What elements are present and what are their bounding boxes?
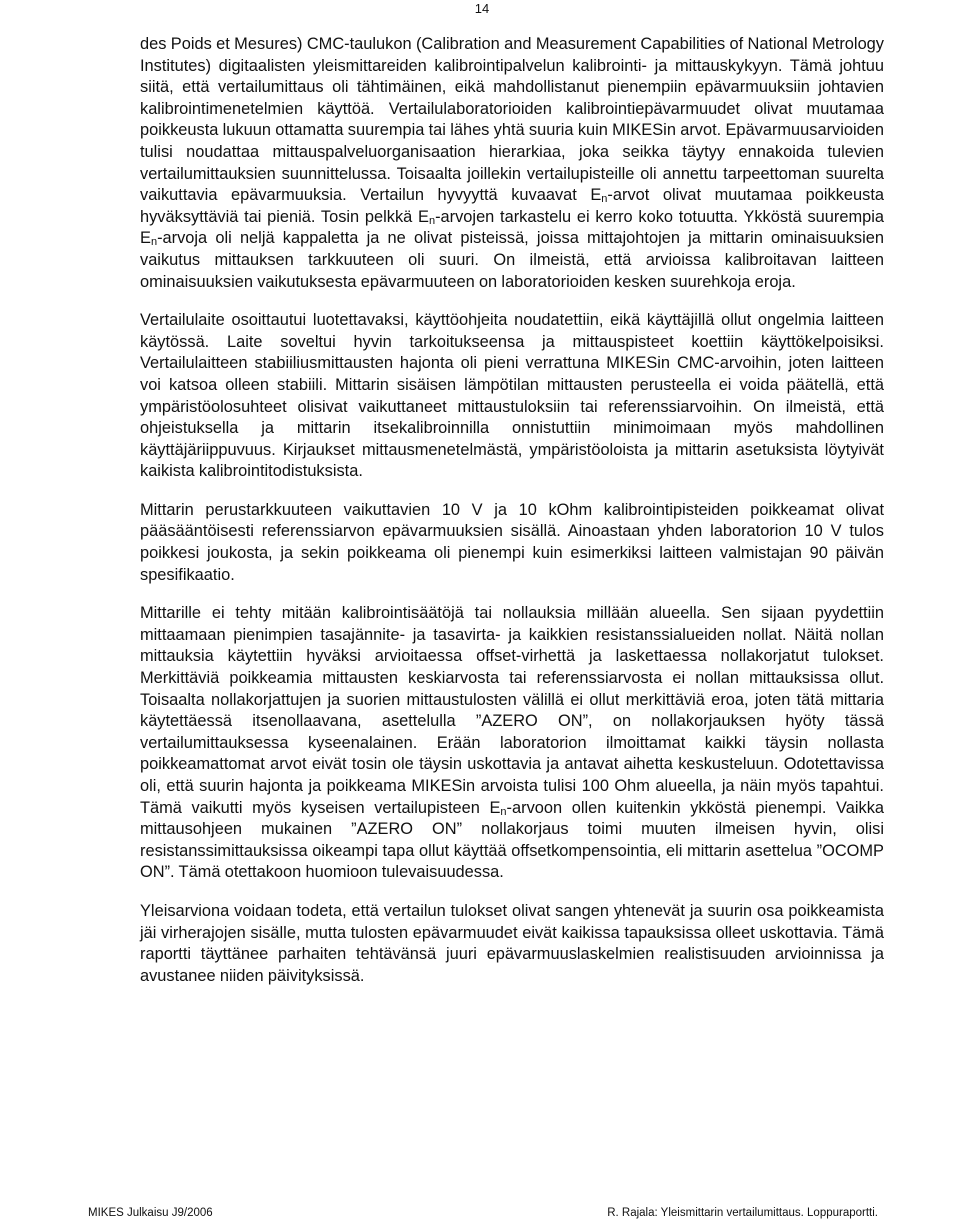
footer-report-title: R. Rajala: Yleismittarin vertailumittaus. Loppuraportti. [607,1207,878,1219]
body-text [140,34,884,1004]
page-footer [88,1207,878,1219]
paragraph-5: Yleisarviona voidaan todeta, että vertailun tulokset olivat sangen yhtenevät ja suurin osa poikkeamista jäi virherajojen sisälle, mutta tulosten epävarmuudet eivät kaikissa tapauksissa olleet uskottavia. Tämä raportti täyttänee parhaiten tehtävänsä juuri epävarmuuslaskelmien realistisuuden arvioinnissa ja avustanee niiden päivityksissä. [140,901,884,985]
paragraph-1: des Poids et Mesures) CMC-taulukon (Calibration and Measurement Capabilities of National Metrology Institutes) digitaalisten yleismittareiden kalibrointipalvelun kalibrointi- ja mittauskykyyn. Tämä johtuu siitä, että vertailumittaus oli tähtimäinen, eikä mahdollistanut pienempiin epävarmuuksiin johtavien kalibrointimenetelmien käyttöä. Vertailulaboratorioiden kalibrointiepävarmuudet olivat muutamaa poikkeusta lukuun ottamatta suurempia tai lähes yhtä suuria kuin MIKESin arvot. Epävarmuusarvioiden tulisi noudattaa mittauspalveluorganisaation hierarkiaa, joka seikka täytyy ennakoida tulevien vertailumittauksien suunnittelussa. Toisaalta joillekin vertailupisteille oli annettu tarpeettoman suurelta vaikuttavia epävarmuuksia. Vertailun hyvyyttä kuvaavat $E_n$-arvot olivat muutamaa poikkeusta hyväksyttäviä tai pieniä. Tosin pelkkä $E_n$-arvojen tarkastelu ei kerro koko totuutta. Ykköstä suurempia $E_n$-arvoja oli neljä kappaletta ja ne olivat pisteissä, joissa mittajohtojen ja mittarin ominaisuuksien vaikutus mittauksen tarkkuuteen oli suuri. On ilmeistä, että arvioissa kalibroitavan laitteen ominaisuuksien vaikutuksesta epävarmuuteen on laboratorioiden kesken suurehkoja eroja. [140,35,884,291]
page-number: 14 [474,1,490,16]
paragraph-4: Mittarille ei tehty mitään kalibrointisäätöjä tai nollauksia millään alueella. Sen sijaan pyydettiin mittaamaan pienimpien tasajännite- ja tasavirta- ja kaikkien resistanssialueiden nollat. Näitä nollan mittauksia käytettiin hyväksi arvioitaessa offset-virhettä ja laskettaessa nollakorjatut tulokset. Merkittäviä poikkeamia mittausten keskiarvosta tai referenssiarvosta ei nollan mittauksissa ollut. Toisaalta nollakorjattujen ja suorien mittaustulosten välillä ei ollut merkittäviä eroa, joten tätä mittaria käytettäessä itsenollaavana, asettelulla ”AZERO ON”, on nollakorjauksen hyöty tässä vertailumittauksessa kyseenalainen. Erään laboratorion ilmoittamat kaikki täysin nollasta poikkeamattomat arvot eivät tosin ole täysin uskottavia ja antavat aihetta keskusteluun. Odotettavissa oli, että suurin hajonta ja poikkeama MIKESin arvoista tulisi 100 Ohm alueella, ja näin myös tapahtui. Tämä vaikutti myös kyseisen vertailupisteen $E_n$-arvoon ollen kuitenkin ykköstä pienempi. Vaikka mittausohjeen mukainen ”AZERO ON” nollakorjaus toimi muuten ilmeisen hyvin, olisi resistanssimittauksissa oikeampi tapa ollut käyttää offsetkompensointia, eli mittarin asettelua ”OCOMP ON”. Tämä otettakoon huomioon tulevaisuudessa. [140,604,885,882]
footer-publication: MIKES Julkaisu J9/2006 [88,1207,213,1219]
paragraph-2: Vertailulaite osoittautui luotettavaksi, käyttöohjeita noudatettiin, eikä käyttäjillä ollut ongelmia laitteen käytössä. Laite soveltui hyvin tarkoitukseensa ja mittauspisteet koettiin käyttökelpoisiksi. Vertailulaitteen stabiiliusmittausten hajonta oli pieni verrattuna MIKESin CMC-arvoihin, joten laitteen voi katsoa olleen stabiili. Mittarin sisäisen lämpötilan mittausten perusteella ei voida päätellä, että ympäristöolosuhteet olisivat vaikuttaneet mittaustuloksiin tai referenssiarvoihin. On ilmeistä, että ohjeistuksella ja mittarin itsekalibroinnilla onnistuttiin minimoimaan myös mahdollinen käyttäjäriippuvuus. Kirjaukset mittausmenetelmästä, ympäristöoloista ja mittarin asetuksista löytyivät kaikista kalibrointitodistuksista. [140,311,884,481]
paragraph-3: Mittarin perustarkkuuteen vaikuttavien 10 V ja 10 kOhm kalibrointipisteiden poikkeamat olivat pääsääntöisesti referenssiarvon epävarmuuksien sisällä. Ainoastaan yhden laboratorion 10 V tulos poikkesi joukosta, ja sekin poikkeama oli pienempi kuin esimerkiksi laitteen valmistajan 90 päivän spesifikaatio. [140,500,884,584]
